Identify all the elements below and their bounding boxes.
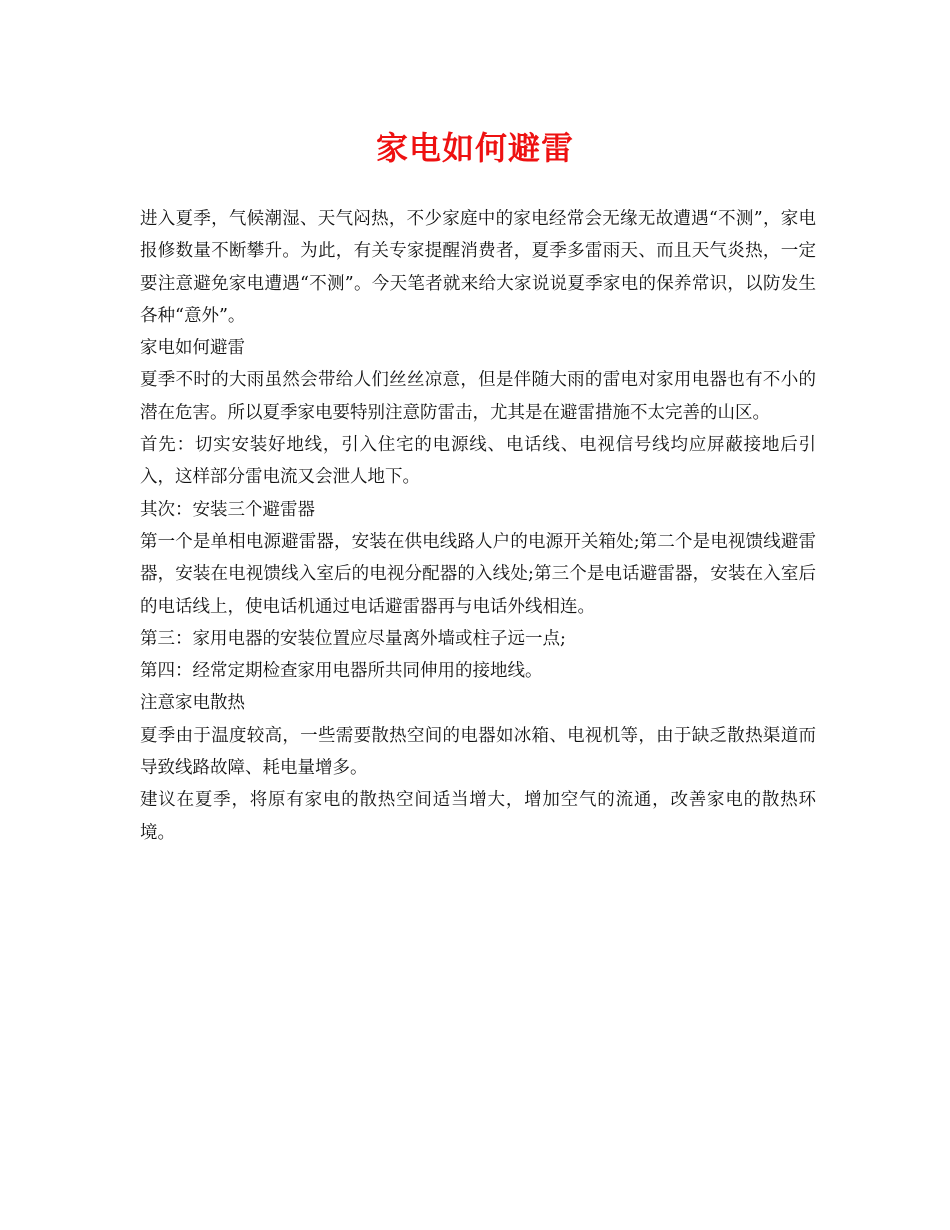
section-heading-lightning: 家电如何避雷: [140, 338, 245, 359]
document-title: 家电如何避雷: [375, 129, 574, 167]
paragraph-step-first: 首先：切实安装好地线，引入住宅的电源线、电话线、电视信号线均应屏蔽接地后引入，这样部分雷电流又会泄人地下。: [140, 435, 816, 488]
paragraph-step-third: 第三：家用电器的安装位置应尽量离外墙或柱子远一点;: [140, 628, 566, 649]
paragraph-surge-protectors: 第一个是单相电源避雷器，安装在供电线路人户的电源开关箱处;第二个是电视馈线避雷器，安装在电视馈线入室后的电视分配器的入线处;第三个是电话避雷器，安装在入室后的电话线上，使电话机通过电话避雷器再与电话外线相连。: [140, 531, 816, 617]
paragraph-cooling-advice: 建议在夏季，将原有家电的散热空间适当增大，增加空气的流通，改善家电的散热环境。: [140, 790, 816, 843]
paragraph-step-second: 其次：安装三个避雷器: [140, 499, 315, 520]
section-heading-cooling: 注意家电散热: [140, 693, 245, 714]
paragraph-cooling-problem: 夏季由于温度较高，一些需要散热空间的电器如冰箱、电视机等，由于缺乏散热渠道而导致线路故障、耗电量增多。: [140, 725, 816, 779]
paragraph-lightning-hazard: 夏季不时的大雨虽然会带给人们丝丝凉意，但是伴随大雨的雷电对家用电器也有不小的潜在危害。所以夏季家电要特别注意防雷击，尤其是在避雷措施不太完善的山区。: [140, 370, 816, 423]
paragraph-intro: 进入夏季，气候潮湿、天气闷热，不少家庭中的家电经常会无缘无故遭遇“不测”，家电报修数量不断攀升。为此，有关专家提醒消费者，夏季多雷雨天、而且天气炎热，一定要注意避免家电遭遇“不测”。今天笔者就来给大家说说夏季家电的保养常识，以防发生各种“意外”。: [140, 209, 816, 326]
document-body: [140, 203, 816, 849]
paragraph-step-fourth: 第四：经常定期检查家用电器所共同伸用的接地线。: [140, 661, 543, 682]
